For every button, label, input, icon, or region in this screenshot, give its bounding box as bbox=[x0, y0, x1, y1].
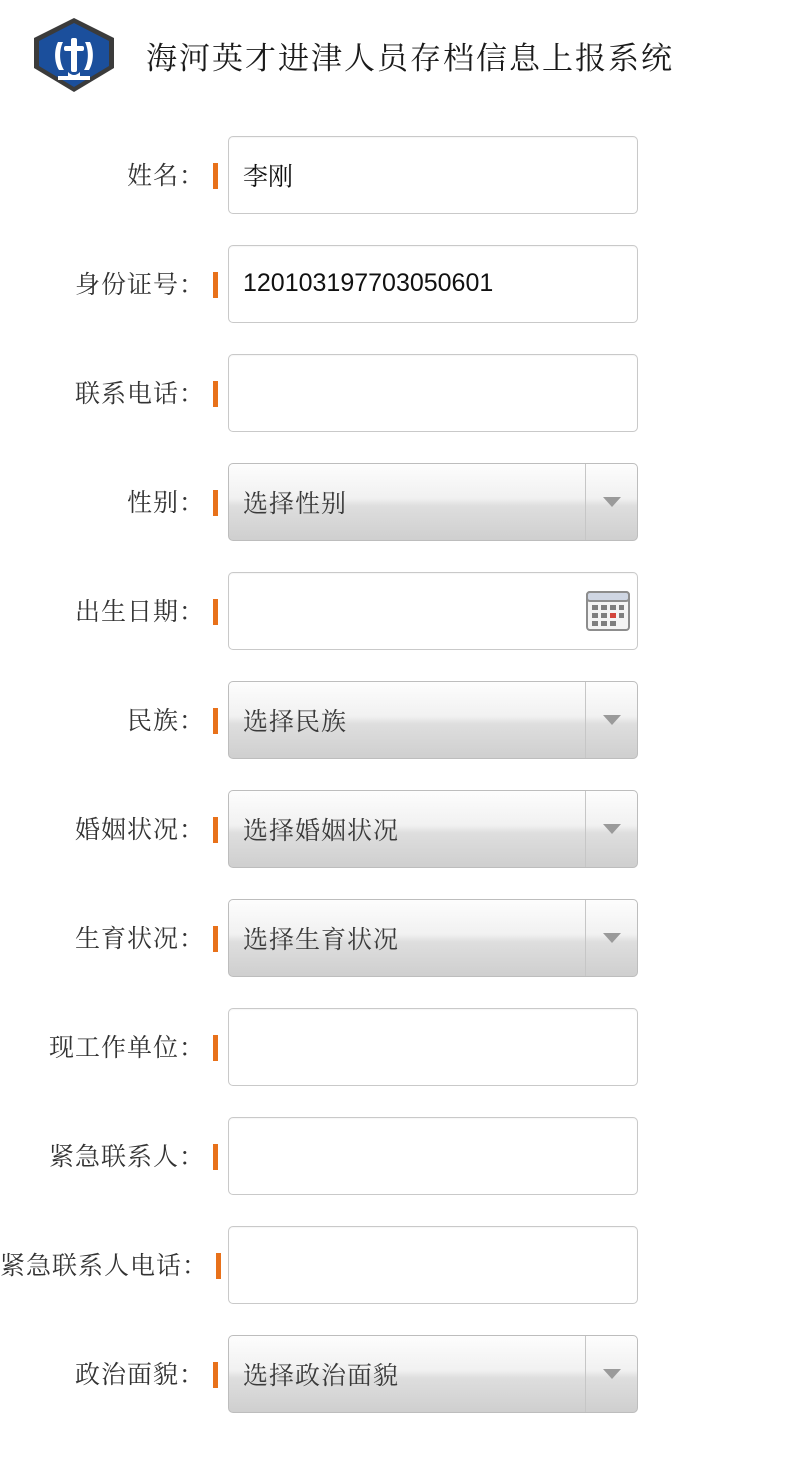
chevron-down-icon[interactable] bbox=[585, 900, 637, 976]
form-row-marital-status bbox=[0, 774, 800, 883]
field-label-text: 出生日期： bbox=[74, 598, 205, 627]
form-row-political-status bbox=[0, 1319, 800, 1428]
childbirth-status-select[interactable] bbox=[228, 899, 638, 977]
id-number-input[interactable] bbox=[228, 245, 638, 323]
phone-input[interactable] bbox=[228, 354, 638, 432]
form-row-gender bbox=[0, 447, 800, 556]
page-title: 海河英才进津人员存档信息上报系统 bbox=[146, 40, 674, 76]
chevron-down-icon[interactable] bbox=[585, 464, 637, 540]
page-header bbox=[0, 0, 800, 92]
required-marker bbox=[213, 1144, 218, 1170]
field-label-text: 现工作单位： bbox=[48, 1034, 205, 1063]
field-label bbox=[0, 592, 228, 628]
required-marker bbox=[213, 381, 218, 407]
required-marker bbox=[213, 1035, 218, 1061]
birthdate-input[interactable] bbox=[228, 572, 638, 650]
field-label-text: 紧急联系人电话： bbox=[0, 1252, 209, 1281]
required-marker bbox=[213, 599, 218, 625]
field-label-text: 政治面貌： bbox=[74, 1361, 205, 1390]
field-label bbox=[0, 265, 228, 301]
form-row-name bbox=[0, 120, 800, 229]
form-row-current-employer bbox=[0, 992, 800, 1101]
field-label bbox=[0, 810, 228, 846]
field-label bbox=[0, 1246, 228, 1282]
required-marker bbox=[213, 926, 218, 952]
form-row-childbirth-status bbox=[0, 883, 800, 992]
tianjin-emblem-logo-icon bbox=[28, 16, 120, 94]
field-label bbox=[0, 483, 228, 519]
field-label-text: 婚姻状况： bbox=[74, 816, 205, 845]
field-label bbox=[0, 701, 228, 737]
form-row-birthdate bbox=[0, 556, 800, 665]
political-status-select[interactable] bbox=[228, 1335, 638, 1413]
field-label-text: 紧急联系人： bbox=[48, 1143, 205, 1172]
registration-form bbox=[0, 120, 800, 1428]
required-marker bbox=[216, 1253, 221, 1279]
form-row-ethnicity bbox=[0, 665, 800, 774]
required-marker bbox=[213, 708, 218, 734]
chevron-down-icon[interactable] bbox=[585, 791, 637, 867]
form-row-emergency-contact-phone bbox=[0, 1210, 800, 1319]
emergency-contact-phone-input[interactable] bbox=[228, 1226, 638, 1304]
field-label-text: 性别： bbox=[126, 489, 205, 518]
required-marker bbox=[213, 163, 218, 189]
field-label bbox=[0, 1355, 228, 1391]
political-status-select-value: 选择政治面貌 bbox=[243, 1361, 400, 1390]
required-marker bbox=[213, 272, 218, 298]
field-label bbox=[0, 374, 228, 410]
field-label-text: 联系电话： bbox=[74, 380, 205, 409]
chevron-down-icon[interactable] bbox=[585, 1336, 637, 1412]
field-label bbox=[0, 156, 228, 192]
field-label-text: 生育状况： bbox=[74, 925, 205, 954]
field-label-text: 身份证号： bbox=[74, 271, 205, 300]
field-label bbox=[0, 1028, 228, 1064]
current-employer-input[interactable] bbox=[228, 1008, 638, 1086]
field-label bbox=[0, 1137, 228, 1173]
form-row-phone bbox=[0, 338, 800, 447]
ethnicity-select[interactable] bbox=[228, 681, 638, 759]
chevron-down-icon[interactable] bbox=[585, 682, 637, 758]
required-marker bbox=[213, 490, 218, 516]
calendar-icon[interactable] bbox=[585, 588, 631, 634]
emergency-contact-input[interactable] bbox=[228, 1117, 638, 1195]
field-label-text: 姓名： bbox=[126, 162, 205, 191]
childbirth-status-select-value: 选择生育状况 bbox=[243, 925, 400, 954]
gender-select[interactable] bbox=[228, 463, 638, 541]
marital-status-select-value: 选择婚姻状况 bbox=[243, 816, 400, 845]
form-row-emergency-contact bbox=[0, 1101, 800, 1210]
form-row-id-number bbox=[0, 229, 800, 338]
gender-select-value: 选择性别 bbox=[243, 489, 348, 518]
field-label bbox=[0, 919, 228, 955]
required-marker bbox=[213, 1362, 218, 1388]
ethnicity-select-value: 选择民族 bbox=[243, 707, 348, 736]
marital-status-select[interactable] bbox=[228, 790, 638, 868]
name-input[interactable] bbox=[228, 136, 638, 214]
required-marker bbox=[213, 817, 218, 843]
name-input-value: 李刚 bbox=[243, 162, 294, 191]
id-number-input-value: 120103197703050601 bbox=[243, 269, 494, 297]
field-label-text: 民族： bbox=[126, 707, 205, 736]
